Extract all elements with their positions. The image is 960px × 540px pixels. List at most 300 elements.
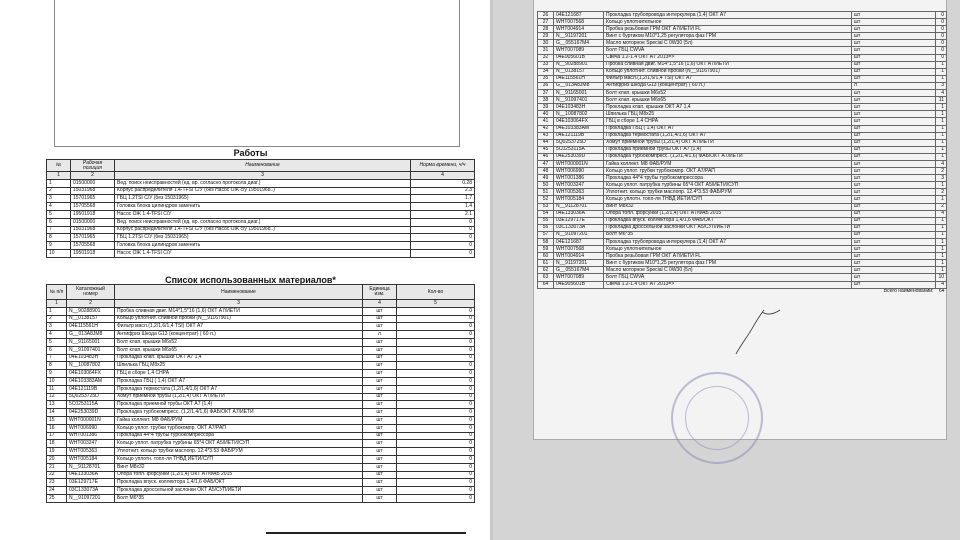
materials-cell: 16 xyxy=(47,424,67,432)
materials-cell: 18 xyxy=(47,440,67,448)
works-cell: 0 xyxy=(411,242,475,250)
table-row xyxy=(47,377,475,385)
works-cell: Головка блока цилиндров заменить xyxy=(115,203,411,211)
table-row xyxy=(538,239,947,246)
materials-cell: 25 xyxy=(47,494,67,502)
works-header-cell: № xyxy=(47,160,71,172)
works-cell: Вед. поиск неисправностей (ед. вр. согласно протокола диаг.) xyxy=(115,179,411,187)
page-footer-line xyxy=(266,532,466,534)
continuation-cell: 5Q0253725D xyxy=(554,139,604,146)
works-index-cell: 4 xyxy=(411,172,475,180)
table-row xyxy=(47,455,475,463)
materials-cell: Прокладка приемной трубы ОКТ А7 (1,4) xyxy=(115,401,363,409)
works-title: Работы xyxy=(233,148,268,158)
materials-cell: 2 xyxy=(47,315,67,323)
continuation-cell: шт xyxy=(852,210,936,217)
continuation-cell: шт xyxy=(852,26,936,33)
materials-cell: 0 xyxy=(397,362,475,370)
total-row xyxy=(538,288,947,295)
works-index-row xyxy=(47,172,475,180)
continuation-cell: 1 xyxy=(936,153,947,160)
continuation-cell: 1 xyxy=(936,139,947,146)
continuation-cell: шт xyxy=(852,203,936,210)
materials-cell: Прокладка клап. крышки ОКТ А7 1,4 xyxy=(115,354,363,362)
continuation-cell: шт xyxy=(852,146,936,153)
materials-cell: WHT006990 xyxy=(67,424,115,432)
materials-cell: 4 xyxy=(47,331,67,339)
continuation-cell: G__055167M4 xyxy=(554,40,604,47)
materials-cell: Болт M6*35 xyxy=(115,494,363,502)
works-cell: 8 xyxy=(47,234,71,242)
table-row xyxy=(538,68,947,75)
works-cell: 0 xyxy=(411,249,475,257)
materials-cell: Прокладка дроссельной заслонки ОКТ А5/СУП/ИЕТИ xyxy=(115,487,363,495)
continuation-cell: Болт ГБЦ CWVA xyxy=(604,47,852,54)
continuation-cell: Кольцо уплотнительное xyxy=(604,19,852,26)
materials-cell: Фильтр масл.(1,2/1,6/1,4 TSI) ОКТ А7 xyxy=(115,323,363,331)
table-row xyxy=(538,168,947,175)
continuation-cell: 42 xyxy=(538,125,554,132)
continuation-cell: 1 xyxy=(936,246,947,253)
table-row xyxy=(47,249,475,257)
materials-index-cell: 5 xyxy=(397,300,475,308)
materials-cell: 04E121119B xyxy=(67,385,115,393)
works-cell: 6 xyxy=(47,218,71,226)
total-label: Всего наименований: xyxy=(883,288,934,295)
continuation-cell: 30 xyxy=(538,40,554,47)
continuation-cell: WHT004914 xyxy=(554,253,604,260)
table-row xyxy=(47,440,475,448)
table-row xyxy=(538,61,947,68)
continuation-cell: шт xyxy=(852,139,936,146)
table-row xyxy=(47,179,475,187)
materials-header-cell: Каталожный номер xyxy=(67,285,115,300)
table-row xyxy=(47,338,475,346)
continuation-cell: WHT007089 xyxy=(554,47,604,54)
works-cell: Вед. поиск неисправностей (ед. вр. согласно протокола диаг.) xyxy=(115,218,411,226)
continuation-cell: шт xyxy=(852,104,936,111)
continuation-cell: Прокладка ГБЦ ( 1,4) ОКТ А7 xyxy=(604,125,852,132)
materials-cell: N__91128701 xyxy=(67,463,115,471)
continuation-cell: 04E103383AM xyxy=(554,125,604,132)
continuation-cell: шт xyxy=(852,281,936,288)
continuation-cell: WHT001386 xyxy=(554,175,604,182)
works-cell: 19501918 xyxy=(71,249,115,257)
materials-cell: 0 xyxy=(397,494,475,502)
materials-header-cell: Единица изм. xyxy=(363,285,397,300)
continuation-cell: шт xyxy=(852,118,936,125)
works-cell: 15031968 xyxy=(71,226,115,234)
materials-cell: шт xyxy=(363,494,397,502)
continuation-cell: шт xyxy=(852,61,936,68)
materials-cell: шт xyxy=(363,385,397,393)
continuation-cell: 48 xyxy=(538,168,554,175)
continuation-cell: 55 xyxy=(538,217,554,224)
materials-cell: 0 xyxy=(397,432,475,440)
materials-cell: л xyxy=(363,331,397,339)
continuation-cell: 52 xyxy=(538,196,554,203)
table-row xyxy=(538,40,947,47)
continuation-cell: шт xyxy=(852,182,936,189)
table-row xyxy=(47,479,475,487)
continuation-cell: WHT007089 xyxy=(554,274,604,281)
materials-cell: Хомут приемной трубы (1,2/1,4) ОКТ А7/ИЕТИ xyxy=(115,393,363,401)
continuation-cell: 38 xyxy=(538,97,554,104)
continuation-cell: N__91197201 xyxy=(554,33,604,40)
continuation-cell: Свеча 1.2-1.4 ОКТ А7 2013=> xyxy=(604,54,852,61)
materials-cell: шт xyxy=(363,338,397,346)
table-row xyxy=(47,187,475,195)
materials-cell: 9 xyxy=(47,370,67,378)
table-row xyxy=(538,146,947,153)
table-row xyxy=(538,54,947,61)
materials-cell: Опора топл. форсунки (1,2/1,4) ОКТ А7/ФАБ 2015 xyxy=(115,471,363,479)
continuation-cell: 57 xyxy=(538,231,554,238)
continuation-cell: N__10087802 xyxy=(554,111,604,118)
continuation-cell: 60 xyxy=(538,253,554,260)
materials-cell: 19 xyxy=(47,448,67,456)
works-cell: 1.7 xyxy=(411,195,475,203)
materials-cell: 04E133036A xyxy=(67,471,115,479)
works-cell: 1.4 xyxy=(411,203,475,211)
table-row xyxy=(538,12,947,19)
works-cell: 7 xyxy=(47,226,71,234)
materials-cell: 23 xyxy=(47,479,67,487)
continuation-cell: шт xyxy=(852,47,936,54)
continuation-cell: 1 xyxy=(936,267,947,274)
materials-cell: 04E103064FX xyxy=(67,370,115,378)
continuation-cell: 47 xyxy=(538,160,554,167)
continuation-cell: Винт с буртиком M10*1,25 регулятора фаз ГРМ xyxy=(604,260,852,267)
continuation-table xyxy=(537,11,947,295)
table-row xyxy=(47,487,475,495)
materials-cell: 03E129717E xyxy=(67,479,115,487)
continuation-cell: WHT003247 xyxy=(554,182,604,189)
continuation-cell: 61 xyxy=(538,260,554,267)
continuation-cell: G__013A8JM8 xyxy=(554,82,604,89)
table-row xyxy=(538,75,947,82)
continuation-cell: Опора топл. форсунки (1,2/1,4) ОКТ А7/ФАБ 2015 xyxy=(604,210,852,217)
continuation-cell: Пробка резьбовая ГРМ ОКТ А7/ИЕТИ FL xyxy=(604,26,852,33)
continuation-cell: 1 xyxy=(936,239,947,246)
materials-cell: 0 xyxy=(397,401,475,409)
materials-cell: 12 xyxy=(47,393,67,401)
continuation-cell: Болт M6*35 xyxy=(604,231,852,238)
materials-cell: 0 xyxy=(397,471,475,479)
continuation-cell: 62 xyxy=(538,267,554,274)
works-cell: 2.3 xyxy=(411,187,475,195)
works-cell: 15701965 xyxy=(71,234,115,242)
continuation-cell: 43 xyxy=(538,132,554,139)
materials-cell: 5C0253115A xyxy=(67,401,115,409)
continuation-cell: шт xyxy=(852,231,936,238)
blank-header-box xyxy=(54,0,460,147)
works-cell: 3 xyxy=(47,195,71,203)
materials-cell: 04E103383AM xyxy=(67,377,115,385)
materials-cell: Прокладка ГБЦ ( 1,4) ОКТ А7 xyxy=(115,377,363,385)
continuation-cell: 34 xyxy=(538,68,554,75)
table-row xyxy=(538,118,947,125)
continuation-cell: шт xyxy=(852,68,936,75)
continuation-cell: 04E121687 xyxy=(554,239,604,246)
continuation-cell: 04E115561H xyxy=(554,75,604,82)
continuation-cell: 04E905601B xyxy=(554,54,604,61)
continuation-cell: Винт M8x32 xyxy=(604,203,852,210)
table-row xyxy=(47,401,475,409)
materials-cell: WHT005363 xyxy=(67,448,115,456)
continuation-cell: Винт с буртиком M10*1,25 регулятора фаз ГРМ xyxy=(604,33,852,40)
table-row xyxy=(538,33,947,40)
table-row xyxy=(538,104,947,111)
continuation-cell: 2 xyxy=(936,203,947,210)
continuation-cell: 0 xyxy=(936,47,947,54)
continuation-cell: 1 xyxy=(936,182,947,189)
table-row xyxy=(47,424,475,432)
continuation-cell: 32 xyxy=(538,54,554,61)
table-row xyxy=(47,315,475,323)
materials-cell: 14 xyxy=(47,409,67,417)
continuation-cell: 1 xyxy=(936,125,947,132)
materials-cell: шт xyxy=(363,479,397,487)
continuation-cell: Гайка коллект. M8 ФАБ/РУМ xyxy=(604,160,852,167)
continuation-cell: 28 xyxy=(538,26,554,33)
materials-cell: шт xyxy=(363,440,397,448)
materials-cell: 04E253039D xyxy=(67,409,115,417)
table-row xyxy=(47,370,475,378)
continuation-cell: 39 xyxy=(538,104,554,111)
materials-cell: Шпилька ГБЦ M8x25 xyxy=(115,362,363,370)
continuation-cell: Кольцо уплотнит. сливной пробки (N__91167901) xyxy=(604,68,852,75)
continuation-cell: WHT006990 xyxy=(554,168,604,175)
continuation-cell: 46 xyxy=(538,153,554,160)
materials-cell: N__91097201 xyxy=(67,494,115,502)
materials-index-cell: 2 xyxy=(67,300,115,308)
materials-cell: 15 xyxy=(47,416,67,424)
table-row xyxy=(47,471,475,479)
materials-cell: шт xyxy=(363,432,397,440)
continuation-cell: 1 xyxy=(936,68,947,75)
continuation-cell: л xyxy=(852,82,936,89)
materials-cell: 03C133073A xyxy=(67,487,115,495)
continuation-cell: 51 xyxy=(538,189,554,196)
works-header-cell: Наименование xyxy=(115,160,411,172)
materials-cell: 0 xyxy=(397,479,475,487)
continuation-cell: 0 xyxy=(936,33,947,40)
materials-cell: шт xyxy=(363,471,397,479)
materials-index-row xyxy=(47,300,475,308)
works-cell: Корпус распределителя 1.4-TFSI С/У (без Насос ОЖ с/у 19501968..) xyxy=(115,226,411,234)
works-cell: 4 xyxy=(47,203,71,211)
continuation-cell: 1 xyxy=(936,231,947,238)
materials-cell: шт xyxy=(363,401,397,409)
materials-cell: N__10087802 xyxy=(67,362,115,370)
continuation-cell: WHT007568 xyxy=(554,19,604,26)
continuation-cell: Пробка резьбовая ГРМ ОКТ А7/ИЕТИ FL xyxy=(604,253,852,260)
materials-cell: шт xyxy=(363,424,397,432)
materials-cell: 0 xyxy=(397,338,475,346)
continuation-cell: шт xyxy=(852,111,936,118)
materials-cell: шт xyxy=(363,448,397,456)
works-cell: 0 xyxy=(411,218,475,226)
works-cell: 01500000 xyxy=(71,179,115,187)
materials-cell: Прокладка термостата (1,2/1,4/1,6) ОКТ А7 xyxy=(115,385,363,393)
materials-cell: 24 xyxy=(47,487,67,495)
materials-cell: Болт клап. крышки M6x65 xyxy=(115,346,363,354)
materials-cell: 0 xyxy=(397,354,475,362)
continuation-cell: Масло моторное Special C 0W30 (5л) xyxy=(604,267,852,274)
continuation-cell: 64 xyxy=(538,281,554,288)
left-document-page xyxy=(26,0,475,540)
continuation-cell: 37 xyxy=(538,90,554,97)
table-row xyxy=(538,260,947,267)
continuation-cell: шт xyxy=(852,246,936,253)
table-row xyxy=(538,19,947,26)
materials-cell: 0 xyxy=(397,424,475,432)
materials-cell: WHT003247 xyxy=(67,440,115,448)
continuation-cell: 33 xyxy=(538,61,554,68)
materials-cell: 0 xyxy=(397,323,475,331)
materials-cell: 8 xyxy=(47,362,67,370)
continuation-cell: 1 xyxy=(936,75,947,82)
continuation-cell: 4 xyxy=(936,160,947,167)
works-cell: ГБЦ 1.2TSI С/У (без 15031965) xyxy=(115,234,411,242)
continuation-cell: Кольцо уплотн. топл-ля ТНВД ИЕТИ/СУП xyxy=(604,196,852,203)
signature-mark xyxy=(734,300,794,360)
continuation-cell: шт xyxy=(852,253,936,260)
works-cell: Головка блока цилиндров заменить xyxy=(115,242,411,250)
materials-cell: 0 xyxy=(397,385,475,393)
continuation-cell: Прокладка дроссельной заслонки ОКТ А5/СУП/ИЕТИ xyxy=(604,224,852,231)
continuation-cell: 03E129717E xyxy=(554,217,604,224)
materials-cell: 0 xyxy=(397,370,475,378)
continuation-cell: 1 xyxy=(936,260,947,267)
continuation-cell: 1 xyxy=(936,146,947,153)
continuation-cell: 31 xyxy=(538,47,554,54)
table-row xyxy=(538,26,947,33)
materials-cell: Прокладка 44*4 трубы турбокомпрессора xyxy=(115,432,363,440)
table-row xyxy=(47,234,475,242)
table-row xyxy=(538,47,947,54)
table-row xyxy=(538,82,947,89)
continuation-cell: 29 xyxy=(538,33,554,40)
continuation-cell: шт xyxy=(852,239,936,246)
continuation-cell: Хомут приемной трубы (1,2/1,4) ОКТ А7/ИЕТИ xyxy=(604,139,852,146)
works-header-cell: Рабочая позиция xyxy=(71,160,115,172)
continuation-cell: Антифриз Шкода G13 (концентрат) ( 60 л.) xyxy=(604,82,852,89)
continuation-cell: 41 xyxy=(538,118,554,125)
continuation-cell: 0 xyxy=(936,26,947,33)
continuation-cell: 4 xyxy=(936,281,947,288)
continuation-cell: WHT004914 xyxy=(554,26,604,33)
continuation-cell: Прокладка трубопровода интеркулера (1,4) ОКТ А7 xyxy=(604,239,852,246)
continuation-cell: 1 xyxy=(936,224,947,231)
table-row xyxy=(538,139,947,146)
continuation-cell: Прокладка 44*4 трубы турбокомпрессора xyxy=(604,175,852,182)
continuation-cell: 04E905601B xyxy=(554,281,604,288)
continuation-cell: N__90288901 xyxy=(554,61,604,68)
continuation-cell: 53 xyxy=(538,203,554,210)
continuation-cell: 56 xyxy=(538,224,554,231)
continuation-cell: 1 xyxy=(936,61,947,68)
works-cell: 15705568 xyxy=(71,203,115,211)
works-cell: Корпус распределителя 1.4-TFSI С/У (без Насос ОЖ с/у 19501968..) xyxy=(115,187,411,195)
continuation-cell: 54 xyxy=(538,210,554,217)
continuation-cell: Фильтр масл.(1,2/1,6/1,4 TSI) ОКТ А7 xyxy=(604,75,852,82)
continuation-cell: N__91165001 xyxy=(554,90,604,97)
materials-index-cell: 1 xyxy=(47,300,67,308)
table-row xyxy=(538,189,947,196)
materials-cell: N__90288901 xyxy=(67,307,115,315)
materials-cell: 10 xyxy=(47,377,67,385)
continuation-cell: Прокладка клап. крышки ОКТ А7 1,4 xyxy=(604,104,852,111)
materials-cell: шт xyxy=(363,315,397,323)
table-row xyxy=(47,432,475,440)
materials-cell: 5Q0253725D xyxy=(67,393,115,401)
table-row xyxy=(47,323,475,331)
continuation-cell: Прокладка приемной трубы ОКТ А7 (1,4) xyxy=(604,146,852,153)
continuation-cell: Прокладка впуск. коллектора 1,4/1,6 ФАБ/ОКТ xyxy=(604,217,852,224)
materials-cell: N__0138157 xyxy=(67,315,115,323)
works-cell: 0 xyxy=(411,226,475,234)
table-row xyxy=(47,346,475,354)
materials-cell: 7 xyxy=(47,354,67,362)
continuation-cell: 26 xyxy=(538,12,554,19)
continuation-cell: 27 xyxy=(538,19,554,26)
table-row xyxy=(538,153,947,160)
works-cell: 5 xyxy=(47,210,71,218)
materials-cell: WHT001386 xyxy=(67,432,115,440)
continuation-cell: шт xyxy=(852,274,936,281)
continuation-cell: шт xyxy=(852,33,936,40)
continuation-cell: 0 xyxy=(936,40,947,47)
continuation-cell: 1 xyxy=(936,111,947,118)
continuation-cell: Болт клап. крышки M6x65 xyxy=(604,97,852,104)
works-cell: 19501918 xyxy=(71,210,115,218)
materials-cell: 0 xyxy=(397,377,475,385)
materials-cell: N__91097401 xyxy=(67,346,115,354)
works-cell: 15705568 xyxy=(71,242,115,250)
continuation-cell: 0 xyxy=(936,19,947,26)
works-index-cell: 2 xyxy=(71,172,115,180)
table-row xyxy=(47,362,475,370)
continuation-cell: 50 xyxy=(538,182,554,189)
continuation-cell: N__91097401 xyxy=(554,97,604,104)
works-cell: 2 xyxy=(47,187,71,195)
table-row xyxy=(47,354,475,362)
materials-cell: шт xyxy=(363,487,397,495)
continuation-cell: Кольцо уплот. трубки турбокомпр. ОКТ А7/РАП xyxy=(604,168,852,175)
continuation-cell: шт xyxy=(852,19,936,26)
continuation-cell: Прокладка турбокомпресс. (1,2/1,4/1,6) ФАБ/ОКТ А7/ИЕТИ xyxy=(604,153,852,160)
table-row xyxy=(47,448,475,456)
continuation-cell: 58 xyxy=(538,239,554,246)
materials-cell: 0 xyxy=(397,440,475,448)
works-cell: 9 xyxy=(47,242,71,250)
materials-cell: Кольцо уплот. трубки турбокомпр. ОКТ А7/РАП xyxy=(115,424,363,432)
continuation-cell: WHT005184 xyxy=(554,196,604,203)
table-row xyxy=(47,385,475,393)
materials-cell: 0 xyxy=(397,393,475,401)
materials-cell: 0 xyxy=(397,331,475,339)
materials-header-cell: Наименование xyxy=(115,285,363,300)
materials-cell: Винт M8x32 xyxy=(115,463,363,471)
works-cell: 15701965 xyxy=(71,195,115,203)
materials-cell: 0 xyxy=(397,455,475,463)
materials-cell: 13 xyxy=(47,401,67,409)
continuation-cell: шт xyxy=(852,260,936,267)
continuation-cell: шт xyxy=(852,153,936,160)
materials-cell: шт xyxy=(363,463,397,471)
